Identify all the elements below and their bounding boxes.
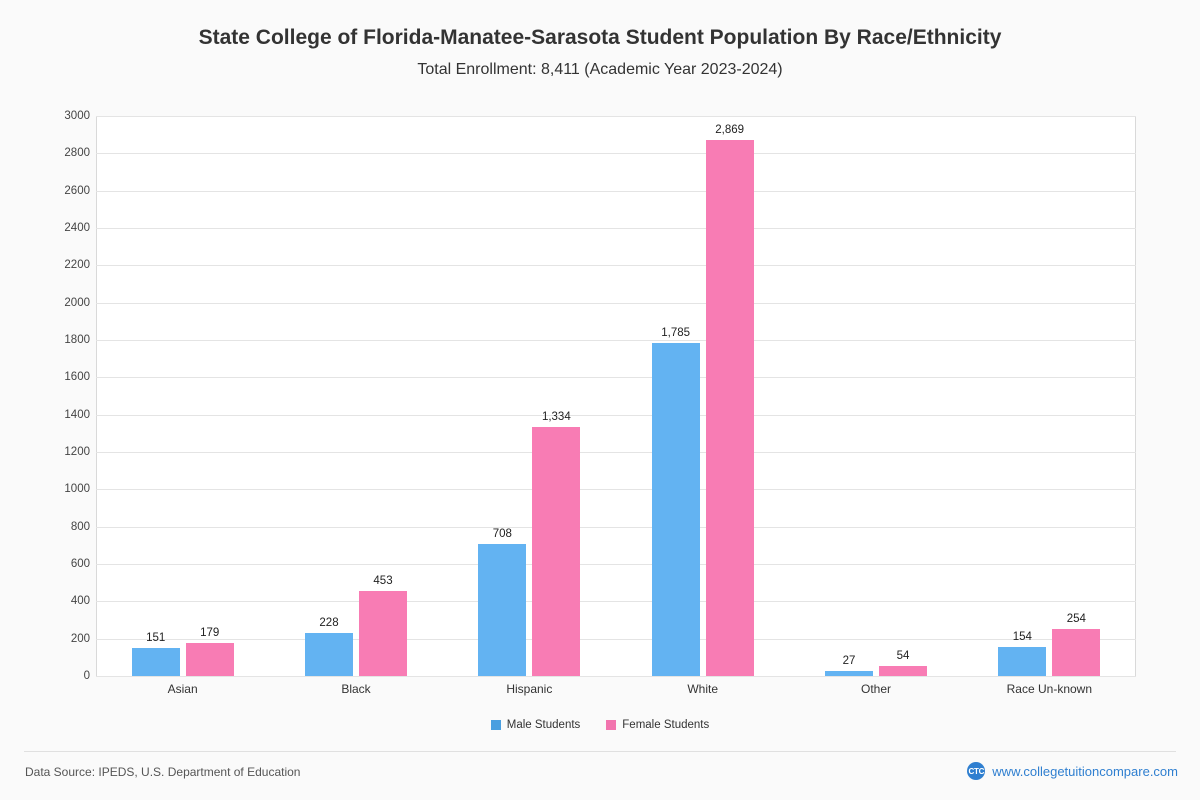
x-axis-category-label: Other: [860, 682, 892, 696]
y-axis-tick-label: 2600: [64, 184, 90, 197]
bar-female[interactable]: [532, 411, 580, 676]
legend-swatch-icon: [606, 720, 616, 730]
y-axis-tick-label: 600: [70, 558, 90, 570]
x-axis-category-label: Asian: [167, 682, 198, 696]
y-axis-tick-label: 2400: [64, 222, 90, 234]
bar-group: [478, 116, 580, 676]
bar-value-label: 2,869: [715, 124, 745, 137]
y-axis-tick-label: 1800: [64, 334, 90, 346]
brand-link[interactable]: [967, 762, 1178, 780]
y-axis-tick-label: 3000: [64, 110, 90, 122]
y-axis-tick-label: 2800: [64, 147, 90, 160]
y-axis-tick-label: 1400: [64, 408, 90, 421]
plot-wrapper: [64, 110, 1136, 696]
bar-group: [998, 116, 1100, 676]
chart-subtitle: Total Enrollment: 8,411 (Academic Year 2023-2024): [417, 61, 783, 78]
footer-divider: [24, 751, 1176, 752]
bar-group: [132, 116, 234, 676]
page-title: State College of Florida-Manatee-Sarasota Student Population By Race/Ethnicity: [198, 26, 1002, 49]
x-axis-category-label: Race Un-known: [1006, 682, 1093, 696]
bar-female[interactable]: [359, 575, 407, 676]
y-axis-tick-label: 0: [83, 670, 90, 682]
bar-female[interactable]: [706, 124, 754, 676]
y-axis-tick-label: 200: [70, 632, 90, 645]
legend-swatch-icon: [491, 720, 501, 730]
bar-female[interactable]: [186, 626, 234, 676]
bar-value-label: 254: [1066, 612, 1086, 625]
legend-item[interactable]: [606, 719, 709, 731]
bar-female[interactable]: [879, 649, 927, 676]
bar-value-label: 228: [319, 617, 339, 630]
bar-value-label: 1,334: [541, 411, 571, 423]
bars-layer: [96, 116, 1136, 676]
y-axis-tick-label: 800: [70, 520, 90, 533]
y-axis-tick-label: 1000: [64, 483, 90, 496]
bar-value-label: 1,785: [661, 326, 691, 339]
legend-label: Female Students: [622, 719, 710, 731]
bar-value-label: 179: [200, 626, 220, 639]
bar-female[interactable]: [1052, 612, 1100, 676]
bar-value-label: 708: [492, 527, 512, 540]
y-axis-tick-label: 1200: [64, 446, 90, 458]
bar-group: [652, 116, 754, 676]
y-axis-tick-label: 400: [70, 595, 90, 608]
x-axis-category-label: Hispanic: [506, 682, 553, 696]
bar-male[interactable]: [825, 654, 873, 676]
bar-value-label: 151: [146, 631, 166, 644]
y-axis-tick-label: 2200: [64, 259, 90, 272]
bar-male[interactable]: [305, 617, 353, 676]
bar-group: [825, 116, 927, 676]
bar-value-label: 154: [1012, 631, 1032, 644]
bar-male[interactable]: [132, 631, 180, 676]
bar-value-label: 453: [373, 575, 393, 588]
bar-value-label: 54: [896, 649, 910, 662]
collegetuitioncompare-logo-icon: CTC: [967, 762, 985, 780]
brand-url-label: www.collegetuitioncompare.com: [992, 763, 1178, 779]
chart-legend: [0, 719, 1200, 731]
bar-group: [305, 116, 407, 676]
bar-value-label: 27: [842, 654, 856, 667]
bar-male[interactable]: [998, 631, 1046, 676]
y-axis-tick-label: 1600: [64, 371, 90, 384]
x-axis-category-label: White: [687, 682, 718, 696]
x-axis-category-label: Black: [341, 682, 371, 696]
legend-label: Male Students: [506, 719, 581, 731]
bar-male[interactable]: [652, 326, 700, 676]
bar-male[interactable]: [478, 527, 526, 676]
y-axis-tick-label: 2000: [64, 296, 90, 309]
data-source-note: Data Source: IPEDS, U.S. Department of Education: [25, 765, 301, 779]
gridline: [96, 676, 1136, 677]
legend-item[interactable]: [491, 719, 581, 731]
